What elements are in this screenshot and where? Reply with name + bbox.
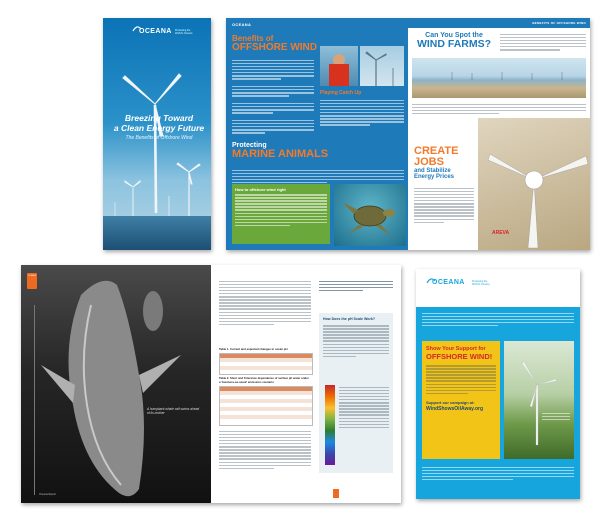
cover-title-line2: a Clean Energy Future (113, 122, 205, 133)
campaign-url[interactable]: WindShowsOilAway.org (426, 406, 483, 413)
ph-sidebar-title: How Does the pH Scale Work? (323, 317, 376, 321)
flyer-brand: OCEANA (432, 279, 465, 286)
spot-big: WIND FARMS? (416, 38, 492, 50)
cover-brand: OCEANA (139, 28, 172, 35)
how-to-heading: How to offshore wind right (235, 187, 286, 192)
flyer-intro-text (422, 311, 574, 328)
protecting-small: Protecting (232, 142, 267, 149)
distant-turbines-icon (412, 58, 586, 98)
turtle-icon (334, 184, 406, 246)
spot-heading (412, 32, 496, 50)
cover-title-line1: Breezing Toward (124, 113, 194, 123)
create-label: CREATE (414, 145, 459, 157)
whale-caption: A humpback whale calf swims ahead of its mother (147, 407, 200, 415)
spot-body-text (412, 102, 586, 116)
ph-scale-bar (325, 385, 335, 465)
brochure-spread[interactable] (226, 18, 590, 250)
beach-wind-farm-photo (412, 58, 586, 98)
flyer-callout-big: OFFSHORE WIND! (426, 352, 493, 361)
flyer-turbine-photo (504, 341, 574, 459)
small-turbine-icon (504, 341, 574, 459)
spot-small: Can You Spot the (425, 32, 483, 39)
protecting-heading (232, 142, 328, 160)
cover-subtitle: The Benefits of Offshore Wind (125, 135, 193, 141)
table2-title: Table 2. Short and Tolerance dependence of surface ph water under a 'business-as-usual' emissions scenario (219, 376, 309, 384)
turbine-hub-photo (478, 118, 590, 250)
blade-brand: AREVA (492, 230, 510, 236)
table1 (219, 353, 313, 375)
create-jobs-heading (414, 146, 458, 180)
playing-catch-up-heading: Playing Catch Up (320, 90, 362, 96)
jobs-body-text (414, 186, 474, 225)
support-flyer[interactable] (416, 269, 580, 499)
flyer-header (416, 269, 580, 307)
ph-sidebar (319, 313, 393, 473)
jobs-sub1: and Stabilize (414, 168, 451, 174)
benefits-small: Benefits of (232, 34, 274, 43)
report-spread[interactable] (21, 265, 401, 503)
report-lower-text (219, 429, 311, 471)
jobs-label: JOBS (414, 156, 444, 168)
report-main-column (219, 279, 311, 327)
how-to-box (232, 184, 330, 244)
humpback-whale-image (21, 265, 211, 503)
spread-right-header: BENEFITS OF OFFSHORE WIND (532, 21, 586, 25)
cover-brand-sub: Protecting the World's Oceans (175, 29, 193, 35)
spread-left-header: OCEANA (232, 22, 252, 27)
turbine-silhouette-icon (360, 46, 404, 86)
spread-right-page (408, 18, 590, 250)
cover-document[interactable] (103, 18, 211, 250)
cover-title (109, 114, 209, 133)
catch-up-body-text (320, 98, 404, 127)
spread-left-page (226, 18, 408, 250)
whale-page (21, 265, 211, 503)
report-text-page (211, 265, 401, 503)
sea-turtle-photo (334, 184, 406, 246)
report-quote (319, 279, 393, 293)
flyer-callout-small: Show Your Support for (426, 346, 486, 352)
benefits-heading (232, 34, 317, 53)
report-page-marker (333, 489, 339, 498)
campaign-label: Support our campaign at: (426, 400, 475, 406)
flyer-footer-text (422, 465, 574, 482)
flyer-callout (422, 341, 500, 459)
worker-photo (320, 46, 358, 86)
flyer-brand-sub: Protecting the World's Oceans (472, 280, 490, 286)
benefits-big: OFFSHORE WIND (232, 42, 317, 53)
cover-sea (103, 216, 211, 250)
benefits-body-text (232, 58, 314, 135)
report-badge: OCEANA (27, 273, 37, 289)
report-footer-left: Oceana Report (39, 493, 56, 496)
spread-right-topbar (408, 18, 590, 28)
spot-intro-text (500, 32, 586, 52)
table1-title: Table 1. Current and expected changes in ocean pH (219, 347, 288, 351)
jobs-sub2: Energy Prices (414, 174, 455, 180)
table2 (219, 386, 313, 426)
turbine-photo (360, 46, 404, 86)
protecting-big: MARINE ANIMALS (232, 148, 329, 160)
protecting-body-text (232, 168, 404, 185)
